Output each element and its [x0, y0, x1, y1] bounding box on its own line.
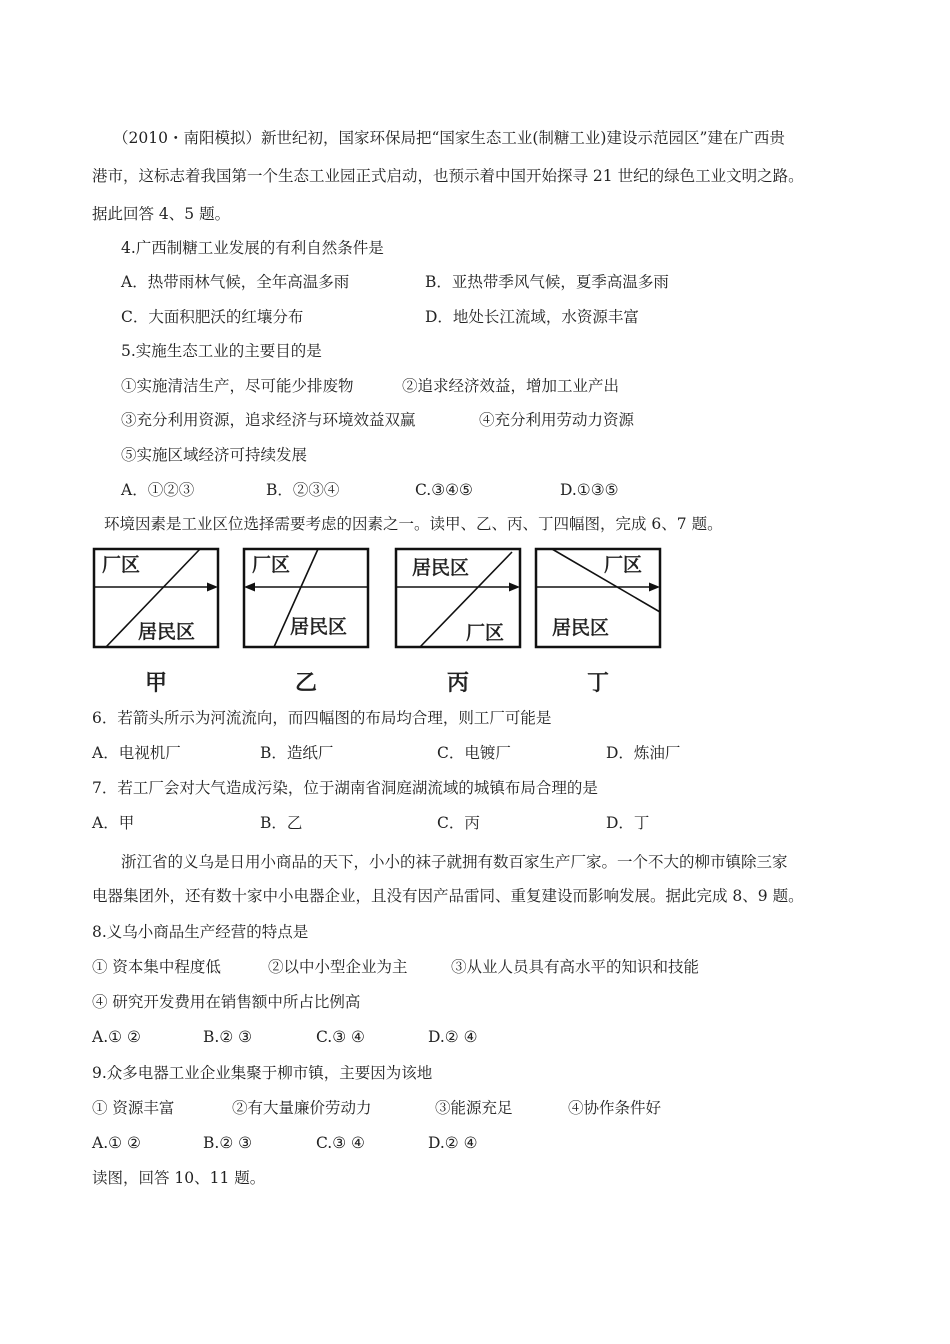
- question-9-item-4: ④协作条件好: [568, 1099, 662, 1117]
- outro: 读图，回答 10、11 题。: [92, 1169, 266, 1187]
- intro-line-3: 据此回答 4、5 题。: [92, 205, 231, 223]
- question-4-stem: 4.广西制糖工业发展的有利自然条件是: [121, 239, 384, 257]
- question-8-option-c: C.③ ④: [316, 1028, 365, 1046]
- question-5-stem: 5.实施生态工业的主要目的是: [121, 342, 322, 360]
- question-9-item-1: ① 资源丰富: [92, 1099, 175, 1117]
- question-5-option-b: B．②③④: [266, 481, 340, 499]
- diagram-yi: [242, 546, 370, 696]
- question-7-option-c: C．丙: [437, 814, 480, 832]
- question-5-item-5: ⑤实施区域经济可持续发展: [121, 446, 308, 464]
- diagram-bing-caption: 丙: [446, 671, 469, 696]
- question-4-option-c: C．大面积肥沃的红壤分布: [121, 308, 304, 326]
- question-5-option-a: A．①②③: [121, 481, 195, 499]
- diagram-yi-caption: 乙: [294, 671, 317, 696]
- question-7-option-d: D．丁: [606, 814, 650, 832]
- question-9-option-d: D.② ④: [428, 1134, 478, 1152]
- diagram-jia-factory-label: 厂区: [102, 554, 141, 576]
- diagram-jia: [92, 546, 220, 696]
- diagram-yi-factory-label: 厂区: [252, 554, 291, 576]
- question-4-option-a: A．热带雨林气候，全年高温多雨: [121, 273, 350, 291]
- question-4-option-d: D．地处长江流域，水资源丰富: [425, 308, 639, 326]
- question-5-option-d: D.①③⑤: [560, 481, 619, 499]
- diagram-jia-caption: 甲: [144, 671, 167, 696]
- diagram-bing-factory-label: 厂区: [466, 622, 505, 644]
- intro-line-1: （2010・南阳模拟）新世纪初，国家环保局把“国家生态工业(制糖工业)建设示范园区”建在广西贵: [113, 129, 785, 147]
- question-5-item-4: ④充分利用劳动力资源: [479, 411, 635, 429]
- question-8-item-3: ③从业人员具有高水平的知识和技能: [451, 958, 700, 976]
- question-7-stem: 7．若工厂会对大气造成污染，位于湖南省洞庭湖流域的城镇布局合理的是: [92, 779, 598, 797]
- question-9-stem: 9.众多电器工业企业集聚于柳市镇，主要因为该地: [92, 1064, 433, 1082]
- diagram-ding: [534, 546, 662, 696]
- question-7-option-b: B．乙: [260, 814, 303, 832]
- question-5-option-c: C.③④⑤: [415, 481, 473, 499]
- question-6-option-d: D．炼油厂: [606, 744, 681, 762]
- diagram-bing: [394, 546, 522, 696]
- question-5-item-2: ②追求经济效益，增加工业产出: [402, 377, 620, 395]
- diagram-ding-factory-label: 厂区: [604, 554, 643, 576]
- intro-3-line-2: 电器集团外，还有数十家中小电器企业，且没有因产品雷同、重复建设而影响发展。据此完成 8、9 题。: [92, 887, 804, 905]
- question-8-stem: 8.义乌小商品生产经营的特点是: [92, 923, 309, 941]
- question-8-item-4: ④ 研究开发费用在销售额中所占比例高: [92, 993, 361, 1011]
- question-9-item-2: ②有大量廉价劳动力: [232, 1099, 372, 1117]
- question-5-item-1: ①实施清洁生产，尽可能少排废物: [121, 377, 354, 395]
- question-8-option-b: B.② ③: [203, 1028, 253, 1046]
- question-6-option-c: C．电镀厂: [437, 744, 511, 762]
- question-6-stem: 6．若箭头所示为河流流向，而四幅图的布局均合理，则工厂可能是: [92, 709, 552, 727]
- intro-3-line-1: 浙江省的义乌是日用小商品的天下，小小的袜子就拥有数百家生产厂家。一个不大的柳市镇除三家: [121, 853, 788, 871]
- question-6-option-a: A．电视机厂: [92, 744, 181, 762]
- layout-diagrams: [92, 546, 672, 696]
- diagram-ding-residential-label: 居民区: [552, 617, 610, 639]
- question-8-item-1: ① 资本集中程度低: [92, 958, 221, 976]
- question-9-option-a: A.① ②: [92, 1134, 141, 1152]
- question-9-option-b: B.② ③: [203, 1134, 253, 1152]
- diagram-ding-caption: 丁: [586, 671, 609, 696]
- question-6-option-b: B．造纸厂: [260, 744, 334, 762]
- question-4-option-b: B．亚热带季风气候，夏季高温多雨: [425, 273, 669, 291]
- question-9-option-c: C.③ ④: [316, 1134, 365, 1152]
- diagram-bing-residential-label: 居民区: [412, 557, 470, 579]
- question-7-option-a: A．甲: [92, 814, 135, 832]
- question-8-item-2: ②以中小型企业为主: [268, 958, 408, 976]
- question-5-item-3: ③充分利用资源，追求经济与环境效益双赢: [121, 411, 416, 429]
- question-9-item-3: ③能源充足: [435, 1099, 513, 1117]
- question-8-option-a: A.① ②: [92, 1028, 141, 1046]
- intro-2: 环境因素是工业区位选择需要考虑的因素之一。读甲、乙、丙、丁四幅图，完成 6、7 题。: [104, 515, 723, 533]
- diagram-jia-residential-label: 居民区: [138, 621, 196, 643]
- diagram-yi-residential-label: 居民区: [290, 616, 348, 638]
- intro-line-2: 港市，这标志着我国第一个生态工业园正式启动，也预示着中国开始探寻 21 世纪的绿色工业文明之路。: [92, 167, 804, 185]
- question-8-option-d: D.② ④: [428, 1028, 478, 1046]
